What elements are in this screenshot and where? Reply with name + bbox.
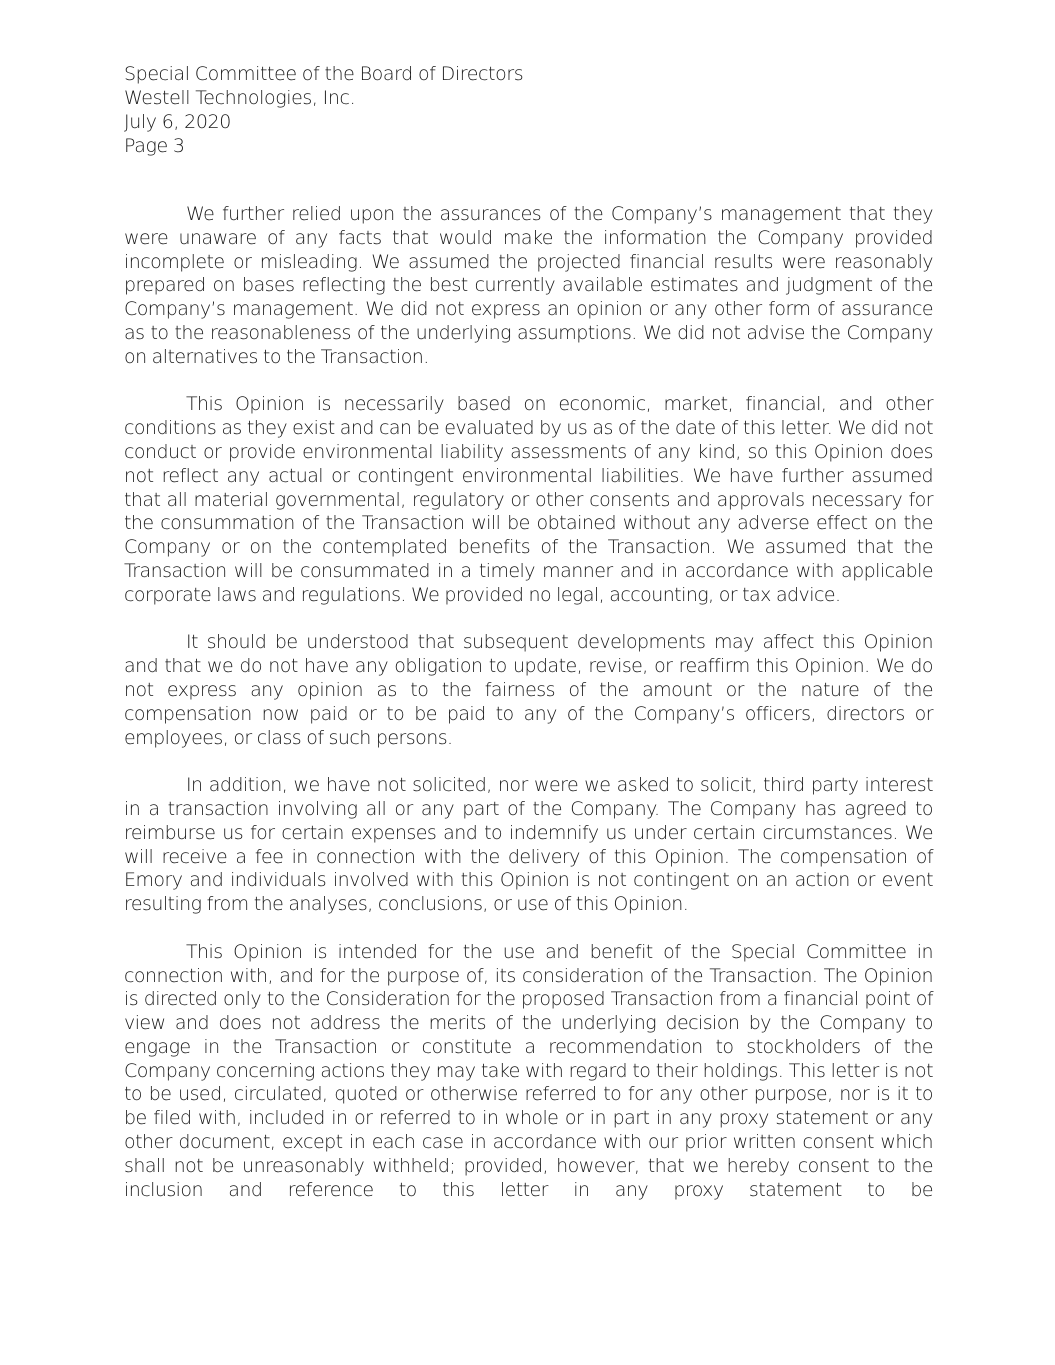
paragraph-subsequent-developments: It should be understood that subsequent developments may affect this Opinion and that we do not have any obligation to update, revise, or reaffirm this Opinion. We do not express any opinion as to the fairness of the amount or the nature of the compensation now paid or to be paid to any of the Company’s officers, directors or employees, or class of such persons. [124,631,933,749]
recipient-line-1: Special Committee of the Board of Directors [124,63,524,85]
recipient-line-2: Westell Technologies, Inc. [124,87,356,109]
paragraph-intended-use: This Opinion is intended for the use and benefit of the Special Committee in connection with, and for the purpose of, its consideration of the Transaction. The Opinion is directed only to the Consideration for the proposed Transaction from a financial point of view and does not address the merits of the underlying decision by the Company to engage in the Transaction or constitute a recommendation to stockholders of the Company concerning actions they may take with regard to their holdings. This letter is not to be used, circulated, quoted or otherwise referred to for any other purpose, nor is it to be filed with, included in or referred to in whole or in part in any proxy statement or any other document, except in each case in accordance with our prior written consent which shall not be unreasonably withheld; provided, however, that we hereby consent to the inclusion and reference to this letter in any proxy statement to be [124,940,933,1201]
paragraph-assurances: We further relied upon the assurances of the Company’s management that they were unaware of any facts that would make the information the Company provided incomplete or misleading. We assumed the projected financial results were reasonably prepared on bases reflecting the best currently available estimates and judgment of the Company’s management. We did not express an opinion or any other form of assurance as to the reasonableness of the underlying assumptions. We did not advise the Company on alternatives to the Transaction. [124,203,933,368]
page-number: Page 3 [124,135,185,157]
letter-date: July 6, 2020 [124,111,231,133]
letter-page [124,62,933,1201]
paragraph-conditions: This Opinion is necessarily based on economic, market, financial, and other conditions as they exist and can be evaluated by us as of the date of this letter. We did not conduct or provide environmental liability assessments of any kind, so this Opinion does not reflect any actual or contingent environmental liabilities. We have further assumed that all material governmental, regulatory or other consents and approvals necessary for the consummation of the Transaction will be obtained without any adverse effect on the Company or on the contemplated benefits of the Transaction. We assumed that the Transaction will be consummated in a timely manner and in accordance with applicable corporate laws and regulations. We provided no legal, accounting, or tax advice. [124,393,933,606]
letter-body [124,203,933,1202]
paragraph-compensation: In addition, we have not solicited, nor were we asked to solicit, third party interest in a transaction involving all or any part of the Company. The Company has agreed to reimburse us for certain expenses and to indemnify us under certain circumstances. We will receive a fee in connection with the delivery of this Opinion. The compensation of Emory and individuals involved with this Opinion is not contingent on an action or event resulting from the analyses, conclusions, or use of this Opinion. [124,774,933,916]
